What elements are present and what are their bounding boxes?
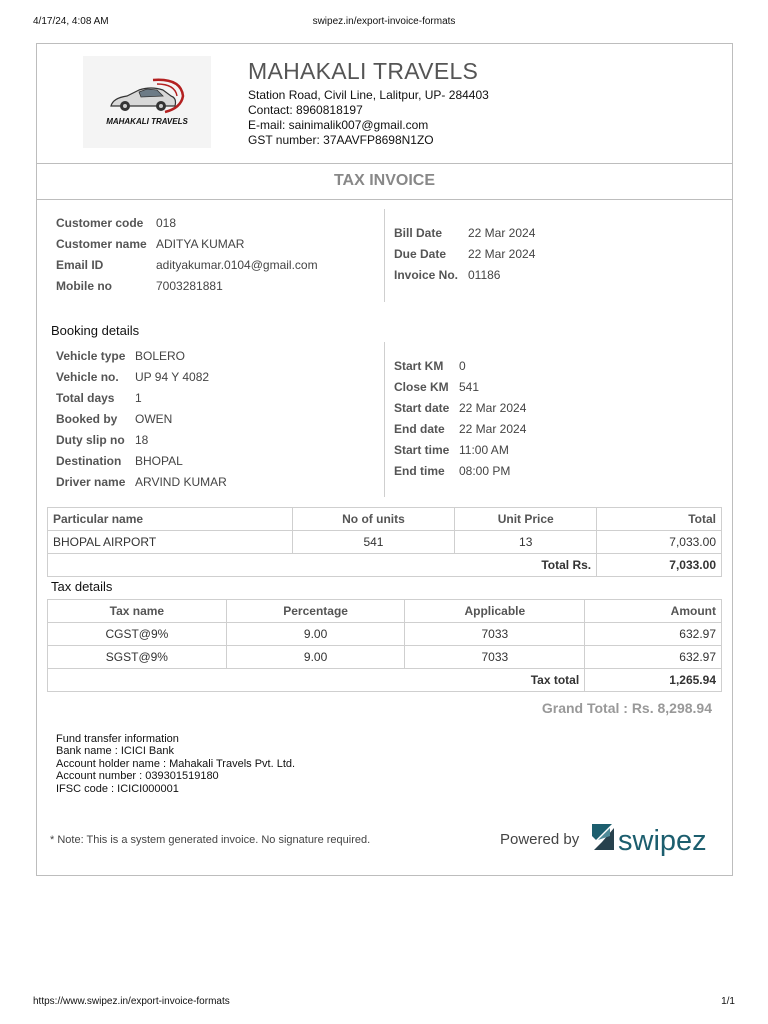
details-divider	[384, 209, 385, 302]
table-header-row	[48, 508, 722, 531]
total-cell: 7,033.00	[597, 531, 722, 554]
tax-total-label: Tax total	[48, 669, 585, 692]
company-address: Station Road, Civil Line, Lalitpur, UP- 284403	[248, 88, 489, 102]
duty-slip-value: 18	[135, 433, 149, 447]
print-footer	[33, 996, 735, 1010]
tax-name-header: Tax name	[48, 600, 227, 623]
total-row	[48, 554, 722, 577]
destination-label: Destination	[56, 454, 122, 468]
customer-name-value: ADITYA KUMAR	[156, 237, 245, 251]
swipez-wordmark: swipez	[618, 825, 707, 857]
end-time-value: 08:00 PM	[459, 464, 511, 478]
driver-label: Driver name	[56, 475, 126, 489]
company-contact: Contact: 8960818197	[248, 103, 363, 117]
particular-name-header: Particular name	[48, 508, 293, 531]
customer-mobile-label: Mobile no	[56, 279, 112, 293]
start-km-label: Start KM	[394, 359, 444, 373]
total-days-label: Total days	[56, 391, 115, 405]
tax-name-cell: SGST@9%	[48, 646, 227, 669]
end-date-label: End date	[394, 422, 445, 436]
percentage-header: Percentage	[226, 600, 405, 623]
company-gst: GST number: 37AAVFP8698N1ZO	[248, 133, 434, 147]
fund-ifsc: IFSC code : ICICI000001	[56, 782, 179, 795]
company-email: E-mail: sainimalik007@gmail.com	[248, 118, 429, 132]
driver-value: ARVIND KUMAR	[135, 475, 227, 489]
fund-holder: Account holder name : Mahakali Travels Pvt. Ltd.	[56, 757, 296, 770]
invoice-title: TAX INVOICE	[37, 164, 732, 200]
company-name: MAHAKALI TRAVELS	[248, 58, 479, 84]
car-logo-icon	[105, 78, 189, 116]
print-page-number: 1/1	[721, 996, 735, 1007]
print-url: https://www.swipez.in/export-invoice-formats	[33, 996, 230, 1007]
logo-text: MAHAKALI TRAVELS	[106, 117, 188, 126]
vehicle-no-label: Vehicle no.	[56, 370, 119, 384]
particulars-table	[47, 507, 722, 577]
table-row	[48, 646, 722, 669]
fund-title: Fund transfer information	[56, 733, 179, 745]
amount-cell: 632.97	[585, 646, 722, 669]
print-page-title: swipez.in/export-invoice-formats	[312, 16, 456, 27]
booked-by-value: OWEN	[135, 412, 173, 426]
table-row	[48, 623, 722, 646]
bill-date-value: 22 Mar 2024	[468, 226, 536, 240]
invoice-no-label: Invoice No.	[394, 268, 459, 282]
customer-code-label: Customer code	[56, 216, 144, 230]
total-header: Total	[597, 508, 722, 531]
start-date-value: 22 Mar 2024	[459, 401, 527, 415]
fund-transfer-info	[56, 733, 295, 795]
customer-code-value: 018	[156, 216, 177, 230]
customer-name-label: Customer name	[56, 237, 147, 251]
print-header	[33, 16, 735, 30]
duty-slip-label: Duty slip no	[56, 433, 125, 447]
tax-total-value: 1,265.94	[585, 669, 722, 692]
bill-date-label: Bill Date	[394, 226, 443, 240]
start-km-value: 0	[459, 359, 466, 373]
start-time-value: 11:00 AM	[459, 443, 509, 457]
booking-divider	[384, 342, 385, 497]
total-rs-value: 7,033.00	[597, 554, 722, 577]
invoice-no-value: 01186	[468, 268, 501, 282]
total-rs-label: Total Rs.	[48, 554, 597, 577]
amount-header: Amount	[585, 600, 722, 623]
particular-name-cell: BHOPAL AIRPORT	[48, 531, 293, 554]
vehicle-type-label: Vehicle type	[56, 349, 126, 363]
percentage-cell: 9.00	[226, 623, 405, 646]
start-time-label: Start time	[394, 443, 450, 457]
start-date-label: Start date	[394, 401, 450, 415]
swipez-logo	[590, 820, 720, 860]
no-of-units-header: No of units	[292, 508, 455, 531]
tax-table	[47, 599, 722, 692]
end-time-label: End time	[394, 464, 445, 478]
customer-email-label: Email ID	[56, 258, 104, 272]
units-cell: 541	[292, 531, 455, 554]
end-date-value: 22 Mar 2024	[459, 422, 527, 436]
tax-total-row	[48, 669, 722, 692]
vehicle-no-value: UP 94 Y 4082	[135, 370, 210, 384]
close-km-label: Close KM	[394, 380, 449, 394]
fund-bank: Bank name : ICICI Bank	[56, 745, 174, 758]
table-row	[48, 531, 722, 554]
customer-mobile-value: 7003281881	[156, 279, 223, 293]
customer-email-value: adityakumar.0104@gmail.com	[156, 258, 318, 272]
powered-by-label: Powered by	[500, 831, 580, 848]
applicable-cell: 7033	[405, 623, 585, 646]
company-header	[37, 44, 732, 164]
percentage-cell: 9.00	[226, 646, 405, 669]
applicable-cell: 7033	[405, 646, 585, 669]
due-date-value: 22 Mar 2024	[468, 247, 536, 261]
amount-cell: 632.97	[585, 623, 722, 646]
destination-value: BHOPAL	[135, 454, 183, 468]
booking-details-title: Booking details	[51, 323, 140, 338]
company-logo	[83, 56, 211, 148]
swipez-mark-icon	[592, 824, 614, 850]
unit-price-header: Unit Price	[455, 508, 597, 531]
close-km-value: 541	[459, 380, 480, 394]
unit-price-cell: 13	[455, 531, 597, 554]
invoice-document	[36, 43, 733, 876]
due-date-label: Due Date	[394, 247, 447, 261]
booked-by-label: Booked by	[56, 412, 118, 426]
vehicle-type-value: BOLERO	[135, 349, 186, 363]
fund-account: Account number : 039301519180	[56, 770, 219, 783]
system-note: * Note: This is a system generated invoice. No signature required.	[50, 834, 371, 846]
total-days-value: 1	[135, 391, 142, 405]
applicable-header: Applicable	[405, 600, 585, 623]
grand-total: Grand Total : Rs. 8,298.94	[541, 700, 712, 716]
table-header-row	[48, 600, 722, 623]
print-datetime: 4/17/24, 4:08 AM	[33, 16, 109, 27]
tax-name-cell: CGST@9%	[48, 623, 227, 646]
tax-details-title: Tax details	[51, 579, 113, 594]
